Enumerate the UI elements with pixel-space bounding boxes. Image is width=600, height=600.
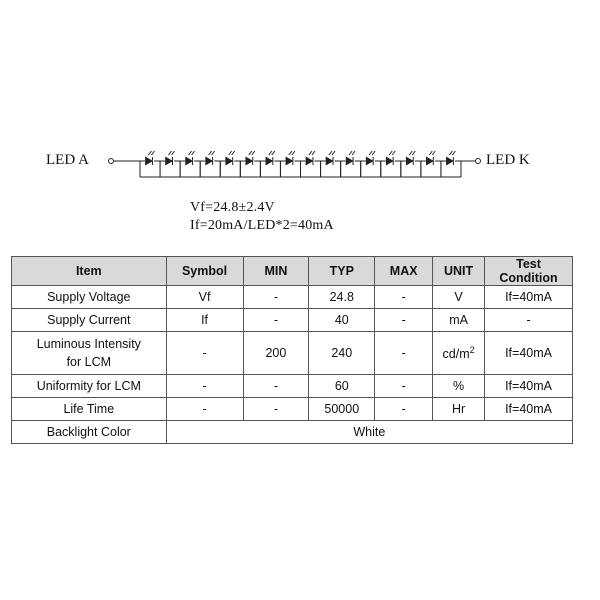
typ-cell: 40 [309,309,375,332]
condition-cell: If=40mA [485,332,573,375]
led-diode-7-arrow-1 [289,151,292,155]
header-item: Item [12,257,167,286]
led-diode-13 [406,157,413,165]
led-diode-3-arrow-2 [212,151,215,155]
led-diode-13-arrow-1 [409,151,412,155]
table-header-row [12,257,573,286]
led-diode-6-arrow-2 [272,151,275,155]
led-anode-label: LED A [46,152,89,168]
typ-cell: 24.8 [309,286,375,309]
led-diode-7 [286,157,293,165]
led-diode-9-arrow-1 [329,151,332,155]
table-row [12,421,573,444]
symbol-cell: - [166,398,243,421]
table-row [12,309,573,332]
led-diode-6 [266,157,273,165]
max-cell: - [375,309,433,332]
led-circuit-diagram [0,0,600,240]
led-diode-5 [246,157,253,165]
max-cell: - [375,286,433,309]
led-diode-10-arrow-1 [349,151,352,155]
led-diode-15-arrow-1 [449,151,452,155]
led-diode-15 [446,157,453,165]
header-typ: TYP [309,257,375,286]
led-diode-4-arrow-1 [229,151,232,155]
led-diode-2 [186,157,193,165]
max-cell: - [375,398,433,421]
item-cell: Supply Voltage [12,286,167,309]
condition-cell: If=40mA [485,286,573,309]
min-cell: - [243,286,309,309]
led-diode-3-arrow-1 [209,151,212,155]
header-unit: UNIT [433,257,485,286]
led-diode-2-arrow-2 [192,151,195,155]
backlight-color-value: White [166,421,572,444]
led-diode-12 [386,157,393,165]
typ-cell: 240 [309,332,375,375]
cathode-terminal [476,159,481,164]
led-diode-0-arrow-2 [151,151,154,155]
symbol-cell: - [166,375,243,398]
forward-current-caption: If=20mA/LED*2=40mA [190,218,334,233]
led-diode-9-arrow-2 [332,151,335,155]
led-diode-1-arrow-2 [171,151,174,155]
min-cell: - [243,309,309,332]
led-diode-8 [306,157,313,165]
led-diode-9 [326,157,333,165]
led-diode-4 [226,157,233,165]
led-diode-5-arrow-2 [252,151,255,155]
forward-voltage-caption: Vf=24.8±2.4V [190,200,275,215]
led-diode-6-arrow-1 [269,151,272,155]
led-diode-11-arrow-2 [372,151,375,155]
table-row [12,398,573,421]
led-cathode-label: LED K [486,152,530,168]
unit-cell: Hr [433,398,485,421]
unit-cell: % [433,375,485,398]
header-symbol: Symbol [166,257,243,286]
symbol-cell: Vf [166,286,243,309]
header-min: MIN [243,257,309,286]
item-cell: Supply Current [12,309,167,332]
led-diode-14 [426,157,433,165]
led-diode-1 [165,157,172,165]
symbol-cell: - [166,332,243,375]
item-line-2: for LCM [66,355,112,369]
header-test-condition: Test Condition [485,257,573,286]
led-diode-7-arrow-2 [292,151,295,155]
table-row [12,332,573,375]
max-cell: - [375,332,433,375]
led-diode-0-arrow-1 [148,151,151,155]
header-max: MAX [375,257,433,286]
table-row [12,375,573,398]
led-diode-3 [206,157,213,165]
typ-cell: 60 [309,375,375,398]
led-diode-11 [366,157,373,165]
min-cell: - [243,398,309,421]
condition-cell: If=40mA [485,398,573,421]
led-diode-8-arrow-1 [309,151,312,155]
led-diode-14-arrow-2 [432,151,435,155]
unit-cell: V [433,286,485,309]
min-cell: 200 [243,332,309,375]
backlight-spec-table [11,256,573,444]
item-cell: Life Time [12,398,167,421]
led-diode-4-arrow-2 [232,151,235,155]
led-diode-5-arrow-1 [249,151,252,155]
led-diode-10 [346,157,353,165]
item-cell: Backlight Color [12,421,167,444]
led-diode-12-arrow-2 [392,151,395,155]
min-cell: - [243,375,309,398]
led-diode-12-arrow-1 [389,151,392,155]
unit-superscript: 2 [469,344,475,355]
led-diode-14-arrow-1 [429,151,432,155]
anode-terminal [109,159,114,164]
unit-base: cd/m [442,347,470,362]
table-row [12,286,573,309]
led-diode-8-arrow-2 [312,151,315,155]
led-diode-15-arrow-2 [452,151,455,155]
led-diode-1-arrow-1 [168,151,171,155]
led-diode-13-arrow-2 [412,151,415,155]
unit-cell [433,332,485,375]
item-cell [12,332,167,375]
condition-cell: If=40mA [485,375,573,398]
led-diode-2-arrow-1 [189,151,192,155]
item-line-1: Luminous Intensity [36,337,141,351]
led-diode-11-arrow-1 [369,151,372,155]
unit-cell: mA [433,309,485,332]
led-diode-10-arrow-2 [352,151,355,155]
led-diode-0 [145,157,152,165]
symbol-cell: If [166,309,243,332]
item-cell: Uniformity for LCM [12,375,167,398]
typ-cell: 50000 [309,398,375,421]
condition-cell: - [485,309,573,332]
max-cell: - [375,375,433,398]
